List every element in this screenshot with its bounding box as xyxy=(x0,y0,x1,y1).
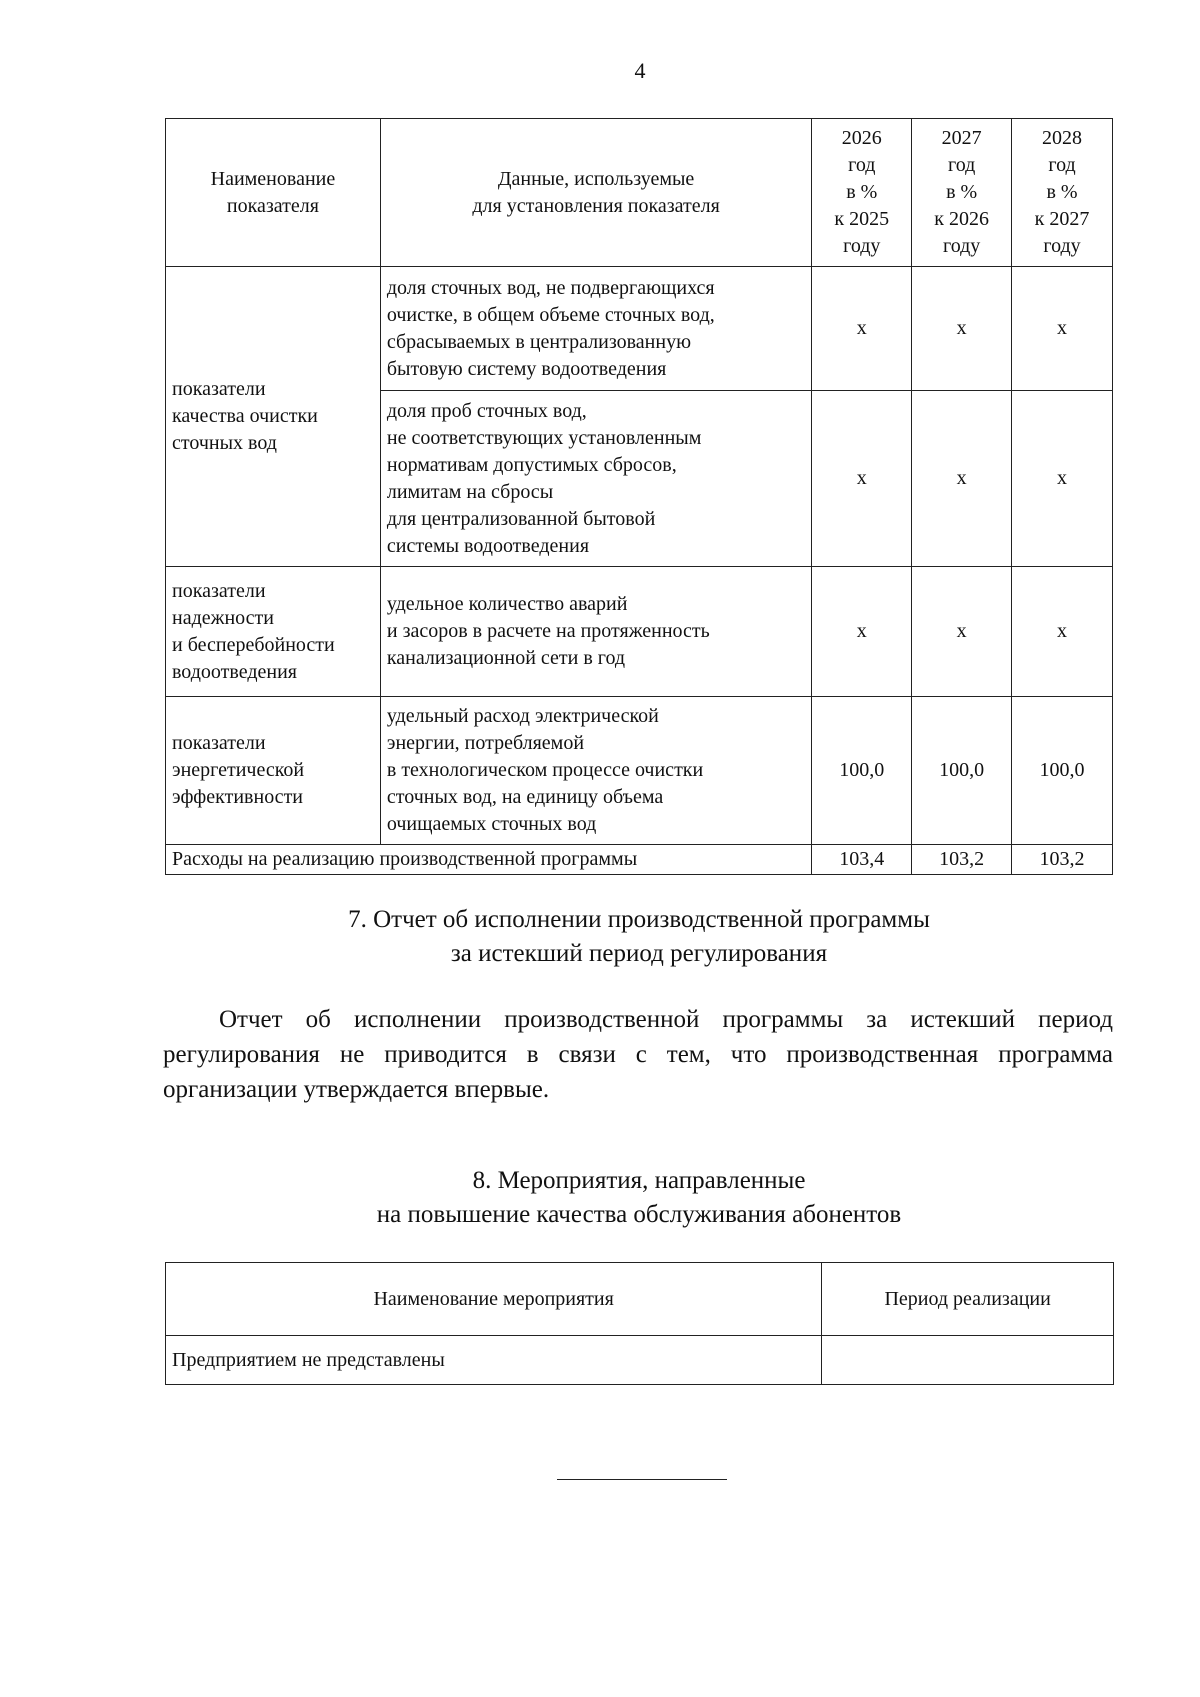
section-8-title-line2: на повышение качества обслуживания абонентов xyxy=(376,1201,902,1228)
value-cell: x xyxy=(1012,567,1113,697)
indicator-group-name: показатели энергетической эффективности xyxy=(166,697,381,845)
indicator-data-cell: доля сточных вод, не подвергающихся очистке, в общем объеме сточных вод, сбрасываемых в централизованную бытовую систему водоотведения xyxy=(380,267,811,391)
header-year-2026: 2026 год в % к 2025 году xyxy=(812,119,912,267)
section-7-text: Отчет об исполнении производственной программы за истекший период регулирования не приводится в связи с тем, что производственная программа организации утверждается впервые. xyxy=(163,1006,1113,1103)
section-8-title-line1: 8. Мероприятия, направленные xyxy=(472,1167,806,1194)
indicators-table xyxy=(165,118,1113,875)
indicator-group-name: показатели надежности и бесперебойности водоотведения xyxy=(166,567,381,697)
value-cell: 100,0 xyxy=(912,697,1012,845)
value-cell: 100,0 xyxy=(1012,697,1113,845)
value-cell: x xyxy=(912,267,1012,391)
total-value-cell: 103,2 xyxy=(912,845,1012,875)
table-header-row xyxy=(166,1263,1114,1336)
header-year-2028: 2028 год в % к 2027 году xyxy=(1012,119,1113,267)
measure-name-cell: Предприятием не представлены xyxy=(166,1336,822,1385)
value-cell: x xyxy=(1012,267,1113,391)
section-7-heading xyxy=(165,903,1113,971)
value-cell: x xyxy=(812,567,912,697)
header-measure-name: Наименование мероприятия xyxy=(166,1263,822,1336)
measure-period-cell xyxy=(822,1336,1114,1385)
section-8-heading xyxy=(165,1164,1113,1232)
total-value-cell: 103,2 xyxy=(1012,845,1113,875)
table-header-row xyxy=(166,119,1113,267)
header-indicator-data: Данные, используемые для установления показателя xyxy=(380,119,811,267)
table-row xyxy=(166,1336,1114,1385)
end-divider xyxy=(557,1479,727,1480)
header-year-2027: 2027 год в % к 2026 году xyxy=(912,119,1012,267)
value-cell: 100,0 xyxy=(812,697,912,845)
value-cell: x xyxy=(912,391,1012,567)
value-cell: x xyxy=(812,267,912,391)
indicator-data-cell: удельное количество аварий и засоров в расчете на протяженность канализационной сети в год xyxy=(380,567,811,697)
indicator-data-cell: доля проб сточных вод, не соответствующих установленным нормативам допустимых сбросов, лимитам на сбросы для централизованной бытовой системы водоотведения xyxy=(380,391,811,567)
measures-table xyxy=(165,1262,1114,1385)
indicator-data-cell: удельный расход электрической энергии, потребляемой в технологическом процессе очистки сточных вод, на единицу объема очищаемых сточных вод xyxy=(380,697,811,845)
value-cell: x xyxy=(812,391,912,567)
page-number: 4 xyxy=(634,58,646,83)
total-value-cell: 103,4 xyxy=(812,845,912,875)
header-measure-period: Период реализации xyxy=(822,1263,1114,1336)
total-label: Расходы на реализацию производственной программы xyxy=(166,845,812,875)
header-indicator-name: Наименование показателя xyxy=(166,119,381,267)
value-cell: x xyxy=(912,567,1012,697)
section-7-title-line1: 7. Отчет об исполнении производственной программы xyxy=(348,906,930,933)
indicator-group-name: показатели качества очистки сточных вод xyxy=(166,267,381,567)
value-cell: x xyxy=(1012,391,1113,567)
table-row xyxy=(166,567,1113,697)
table-row xyxy=(166,267,1113,391)
table-row xyxy=(166,697,1113,845)
section-7-title-line2: за истекший период регулирования xyxy=(450,940,828,967)
table-total-row xyxy=(166,845,1113,875)
